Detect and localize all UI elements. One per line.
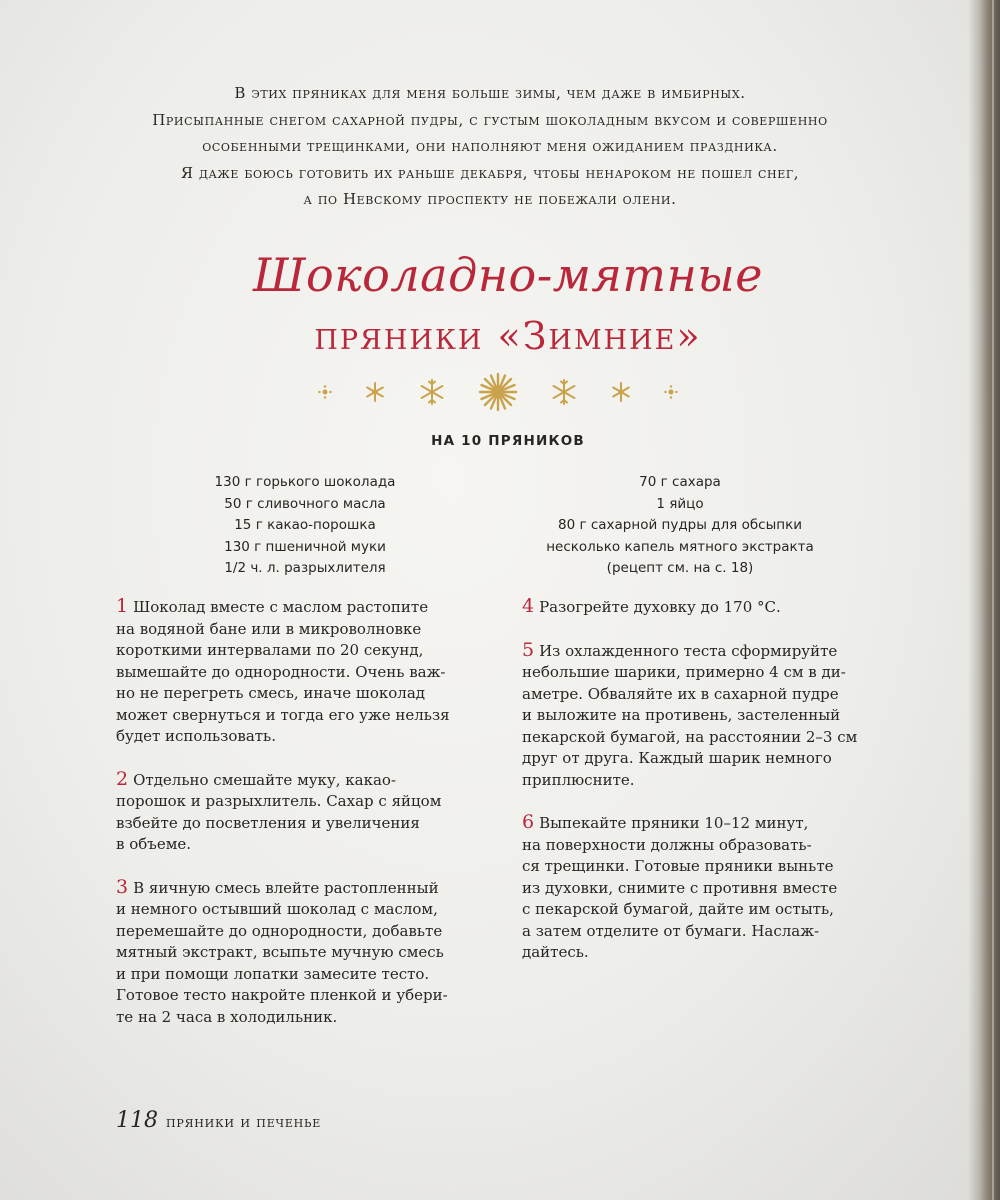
step-text: порошок и разрыхлитель. Сахар с яйцом xyxy=(116,792,442,810)
step-text-line xyxy=(522,684,902,706)
snowflake-icon xyxy=(364,381,386,403)
step-text-line xyxy=(116,791,496,813)
step-number: 5 xyxy=(522,638,535,661)
intro-line: Я даже боюсь готовить их раньше декабря, чтобы ненароком не пошел снег, xyxy=(180,163,800,182)
step-text-line xyxy=(522,878,902,900)
step-text: и немного остывший шоколад с маслом, xyxy=(116,900,438,918)
ingredient-item: 50 г сливочного масла xyxy=(224,495,386,512)
ingredient-item: 80 г сахарной пудры для обсыпки xyxy=(558,517,802,533)
dot-flower-icon xyxy=(664,385,678,399)
step-text-line xyxy=(522,727,902,749)
step-text: Отдельно смешайте муку, какао- xyxy=(133,770,397,789)
ingredient-item: 130 г пшеничной муки xyxy=(224,538,386,555)
step-text: пекарской бумагой, на расстоянии 2–3 см xyxy=(522,727,858,746)
step-text: дайтесь. xyxy=(522,943,589,961)
intro-line: а по Невскому проспекту не побежали олени. xyxy=(303,190,677,208)
step-text-line xyxy=(116,1007,496,1029)
step-text: Готовое тесто накройте пленкой и убери- xyxy=(116,986,448,1004)
section-title: пряники и печенье xyxy=(166,1113,322,1131)
page-footer xyxy=(116,1108,321,1133)
recipe-title-line1: Шоколадно-мятные xyxy=(253,248,763,302)
ingredient-item: 1/2 ч. л. разрыхлителя xyxy=(224,560,386,576)
ingredients-right-column xyxy=(510,472,850,580)
step-text-line xyxy=(116,662,496,684)
step-text-line xyxy=(522,812,902,835)
snowflake-icon xyxy=(550,378,578,406)
servings-heading: НА 10 ПРЯНИКОВ xyxy=(431,433,585,449)
step-text: может свернуться и тогда его уже нельзя xyxy=(116,705,450,724)
step-text: а затем отделите от бумаги. Наслаж- xyxy=(522,921,820,940)
ingredient-item: (рецепт см. на с. 18) xyxy=(606,560,754,576)
step-text-line xyxy=(116,964,496,986)
ingredient-item: 1 яйцо xyxy=(656,495,704,512)
snowflake-ornament xyxy=(318,372,678,412)
step-text-line xyxy=(116,942,496,964)
intro-line: В этих пряниках для меня больше зимы, чем даже в имбирных. xyxy=(234,84,746,102)
step-text-line xyxy=(522,705,902,727)
step-text-line xyxy=(116,769,496,792)
step-text: но не перегреть смесь, иначе шоколад xyxy=(116,684,426,702)
step-text: из духовки, снимите с противня вместе xyxy=(522,878,838,897)
step-text: аметре. Обваляйте их в сахарной пудре xyxy=(522,684,839,703)
step-text-line xyxy=(522,640,902,663)
step-number: 2 xyxy=(116,767,129,790)
step-text: приплюсните. xyxy=(522,770,635,789)
recipe-step xyxy=(116,596,496,748)
step-text-line xyxy=(116,834,496,856)
steps-left-column xyxy=(116,596,496,1049)
step-text: на поверхности должны образовать- xyxy=(522,835,812,854)
step-text: Шоколад вместе с маслом растопите xyxy=(133,598,429,616)
step-text-line xyxy=(116,619,496,641)
recipe-step xyxy=(522,812,902,964)
step-text: с пекарской бумагой, дайте им остыть, xyxy=(522,900,834,918)
ingredients-left-column xyxy=(135,472,475,580)
dot-flower-icon xyxy=(318,385,332,399)
step-text-line xyxy=(116,683,496,705)
step-text: друг от друга. Каждый шарик немного xyxy=(522,749,832,767)
step-text: взбейте до посветления и увеличения xyxy=(116,813,420,832)
step-number: 3 xyxy=(116,875,129,898)
step-text: В яичную смесь влейте растопленный xyxy=(133,878,439,897)
steps-right-column xyxy=(522,596,902,985)
step-text-line xyxy=(116,899,496,921)
recipe-step xyxy=(522,640,902,792)
step-text: перемешайте до однородности, добавьте xyxy=(116,921,443,940)
step-text-line xyxy=(522,835,902,857)
step-text: и выложите на противень, застеленный xyxy=(522,706,841,724)
recipe-step xyxy=(116,769,496,856)
ingredient-item: 130 г горького шоколада xyxy=(214,474,396,490)
snowflake-icon xyxy=(610,381,632,403)
ingredient-item: несколько капель мятного экстракта xyxy=(546,538,814,555)
recipe-title-line2: пряники «Зимние» xyxy=(314,314,702,358)
snowflake-icon xyxy=(418,378,446,406)
step-text: и при помощи лопатки замесите тесто. xyxy=(116,964,430,983)
step-text-line xyxy=(522,770,902,792)
page-edge xyxy=(968,0,1000,1200)
step-text-line xyxy=(116,596,496,619)
step-text-line xyxy=(116,813,496,835)
step-number: 1 xyxy=(116,595,129,617)
step-text-line xyxy=(522,942,902,964)
step-text: короткими интервалами по 20 секунд, xyxy=(116,641,424,659)
step-text: Из охлажденного теста сформируйте xyxy=(539,641,838,660)
ingredient-item: 70 г сахара xyxy=(639,474,721,490)
step-text-line xyxy=(522,899,902,921)
step-text-line xyxy=(116,705,496,727)
step-text-line xyxy=(116,640,496,662)
step-text-line xyxy=(522,921,902,943)
intro-paragraph xyxy=(100,80,880,213)
step-text: в объеме. xyxy=(116,835,192,853)
step-number: 6 xyxy=(522,811,535,833)
sun-star-icon xyxy=(478,372,518,412)
recipe-step xyxy=(522,596,902,619)
step-text-line xyxy=(116,921,496,943)
step-text: будет использовать. xyxy=(116,727,276,745)
step-text: Выпекайте пряники 10–12 минут, xyxy=(539,814,809,832)
step-text: вымешайте до однородности. Очень важ- xyxy=(116,662,446,681)
ingredient-item: 15 г какао-порошка xyxy=(234,517,376,533)
step-text-line xyxy=(116,726,496,748)
step-text-line xyxy=(116,985,496,1007)
step-text-line xyxy=(522,596,902,619)
intro-line: особенными трещинками, они наполняют меня ожиданием праздника. xyxy=(202,137,778,155)
step-text-line xyxy=(116,877,496,900)
recipe-step xyxy=(116,877,496,1029)
step-text: на водяной бане или в микроволновке xyxy=(116,619,422,638)
step-text-line xyxy=(522,748,902,770)
page-number: 118 xyxy=(116,1108,158,1133)
intro-line: Присыпанные снегом сахарной пудры, с густым шоколадным вкусом и совершенно xyxy=(152,110,828,129)
step-text-line xyxy=(522,856,902,878)
step-text: Разогрейте духовку до 170 °С. xyxy=(539,598,781,616)
step-text: небольшие шарики, примерно 4 см в ди- xyxy=(522,663,846,681)
step-number: 4 xyxy=(522,595,535,617)
step-text: мятный экстракт, всыпьте мучную смесь xyxy=(116,943,444,961)
step-text: ся трещинки. Готовые пряники выньте xyxy=(522,857,834,875)
step-text: те на 2 часа в холодильник. xyxy=(116,1007,338,1026)
step-text-line xyxy=(522,662,902,684)
